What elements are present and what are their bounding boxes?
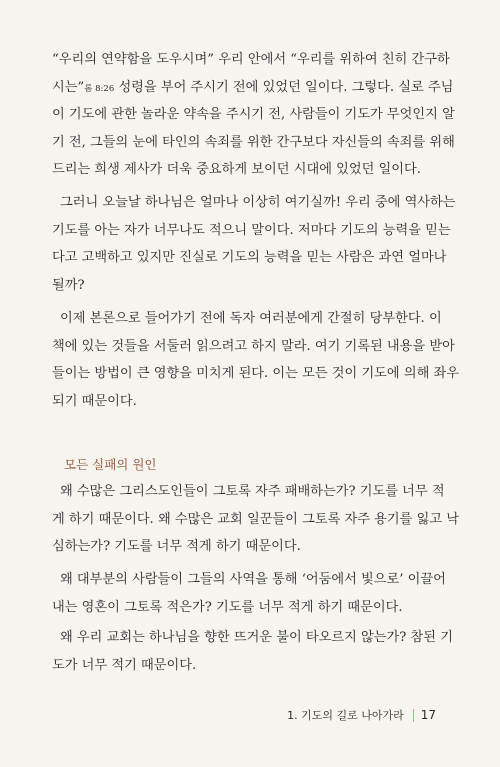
quote-end: 시는” <box>52 79 85 95</box>
text-line: “우리의 연약함을 도우시며” 우리 안에서 “우리를 위하여 친히 간구하 <box>52 52 450 67</box>
paragraph-3 <box>52 305 459 415</box>
running-footer <box>287 707 436 723</box>
text-line: 기 전, 그들의 눈에 타인의 속죄를 위한 간구보다 자신들의 속죄를 위해 <box>52 134 455 150</box>
scripture-reference: 롬 8:26 <box>84 83 115 94</box>
text-line: 될까? <box>52 277 85 293</box>
page-number: 17 <box>420 708 436 722</box>
footer-divider <box>413 709 414 722</box>
text-line: 다고 고백하고 있지만 진실로 기도의 능력을 믿는 사람은 과연 얼마나 <box>52 250 447 265</box>
section-paragraph-1 <box>52 478 459 561</box>
text-rest: 성령을 부어 주시기 전에 있었던 일이다. 그렇다. 실로 주님 <box>114 79 454 95</box>
text-line: 들이는 방법이 큰 영향을 미치게 된다. 이는 모든 것이 기도에 의해 좌우 <box>52 366 459 381</box>
section-paragraph-3 <box>52 624 452 679</box>
text-line: 드리는 희생 제사가 더욱 중요하게 보이던 시대에 있었던 일이다. <box>52 162 421 177</box>
text-line: 그러니 오늘날 하나님은 얼마나 이상히 여기실까! 우리 중에 역사하는 <box>60 195 456 210</box>
text-line: 되기 때문이다. <box>52 393 137 409</box>
text-line: 책에 있는 것들을 서둘러 읽으려고 하지 말라. 여기 기록된 내용을 받아 <box>52 338 455 354</box>
section-heading: 모든 실패의 원인 <box>64 457 157 472</box>
text-line <box>52 74 452 102</box>
paragraph-1 <box>52 46 455 184</box>
chapter-title: 1. 기도의 길로 나아가라 <box>287 709 404 722</box>
text-line: 심하는가? 기도를 너무 적게 하기 때문이다. <box>52 539 301 554</box>
text-line: 도가 너무 적기 때문이다. <box>52 657 197 673</box>
text-line: 왜 대부분의 사람들이 그들의 사역을 통해 ‘어둠에서 빛으로’ 이끌어 <box>60 572 446 587</box>
text-line: 이제 본론으로 들어가기 전에 독자 여러분에게 간절히 당부한다. 이 <box>60 311 442 326</box>
text-line: 이 기도에 관한 놀라운 약속을 주시기 전, 사람들이 기도가 무엇인지 알 <box>52 107 455 122</box>
text-line: 기도를 아는 자가 너무나도 적으니 말이다. 저마다 기도의 능력을 믿는 <box>52 222 451 238</box>
section-paragraph-2 <box>52 566 452 621</box>
text-line: 내는 영혼이 그토록 적은가? 기도를 너무 적게 하기 때문이다. <box>52 599 403 615</box>
paragraph-2 <box>52 189 456 299</box>
text-line: 왜 우리 교회는 하나님을 향한 뜨거운 불이 타오르지 않는가? 참된 기 <box>60 630 453 645</box>
text-line: 왜 수많은 그리스도인들이 그토록 자주 패배하는가? 기도를 너무 적 <box>60 484 445 499</box>
text-line: 게 하기 때문이다. 왜 수많은 교회 일꾼들이 그토록 자주 용기를 잃고 낙 <box>52 511 459 527</box>
